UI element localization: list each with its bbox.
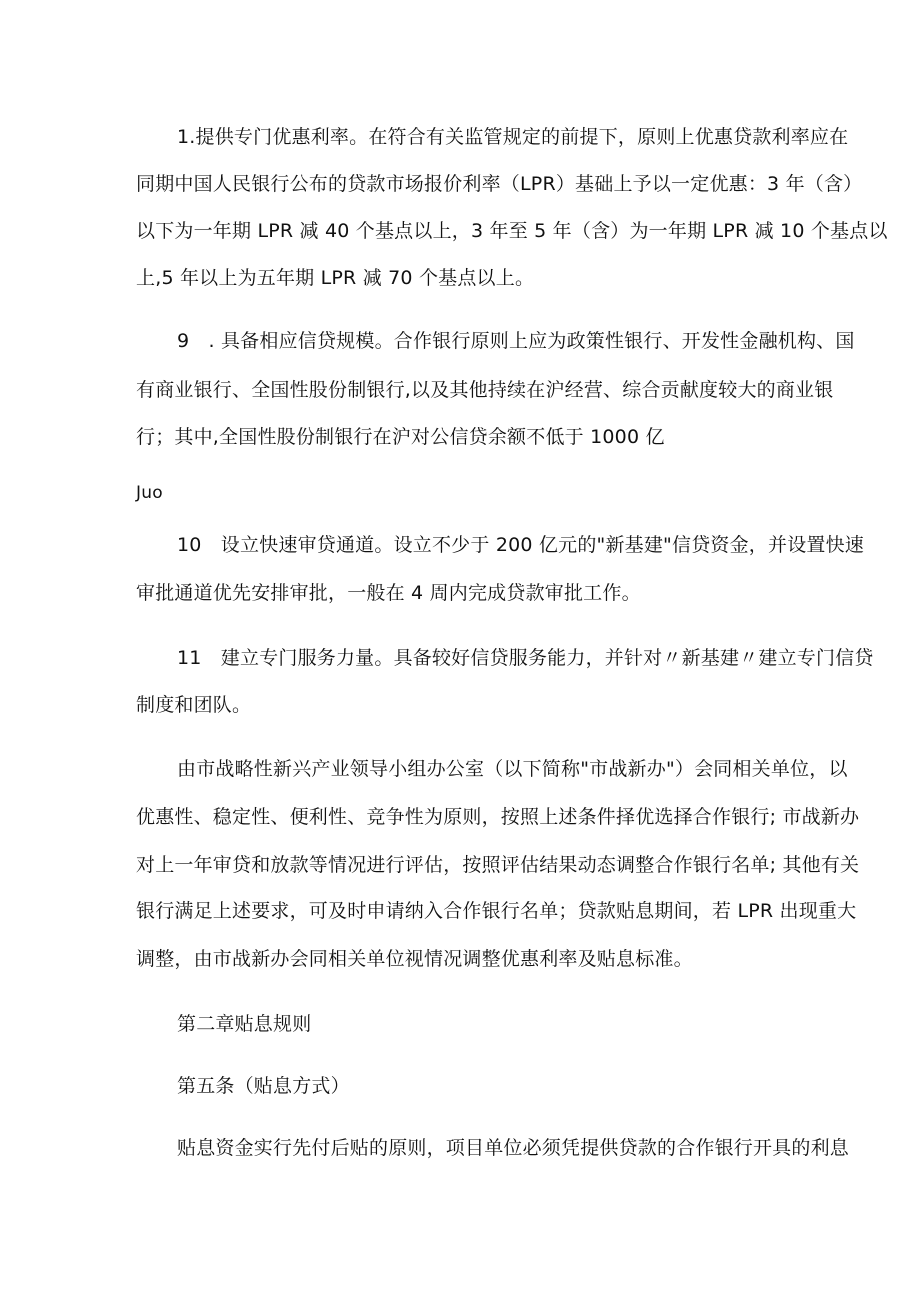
paragraph-2-line-4: Juo <box>136 483 163 503</box>
chapter-heading: 第二章贴息规则 <box>177 1013 312 1035</box>
paragraph-1-line-3: 以下为一年期 LPR 减 40 个基点以上，3 年至 5 年（含）为一年期 LPR 减 10 个基点以 <box>136 220 888 242</box>
paragraph-1-line-4: 上,5 年以上为五年期 LPR 减 70 个基点以上。 <box>136 267 535 289</box>
paragraph-3-line-1: 10 设立快速审贷通道。设立不少于 200 亿元的"新基建"信贷资金，并设置快速 <box>177 534 865 556</box>
paragraph-5-line-2: 优惠性、稳定性、便利性、竞争性为原则，按照上述条件择优选择合作银行; 市战新办 <box>136 806 860 828</box>
article-heading: 第五条（贴息方式） <box>177 1075 350 1097</box>
paragraph-4-line-1: 11 建立专门服务力量。具备较好信贷服务能力，并针对〃新基建〃建立专门信贷 <box>177 647 874 669</box>
paragraph-8-line-1: 贴息资金实行先付后贴的原则，项目单位必须凭提供贷款的合作银行开具的利息 <box>177 1137 850 1159</box>
paragraph-2-line-3: 行；其中,全国性股份制银行在沪对公信贷余额不低于 1000 亿 <box>136 426 665 448</box>
paragraph-1-line-1: 1.提供专门优惠利率。在符合有关监管规定的前提下，原则上优惠贷款利率应在 <box>177 126 849 148</box>
paragraph-4-line-2: 制度和团队。 <box>136 694 252 716</box>
paragraph-1-line-2: 同期中国人民银行公布的贷款市场报价利率（LPR）基础上予以一定优惠：3 年（含） <box>136 173 863 195</box>
paragraph-5-line-1: 由市战略性新兴产业领导小组办公室（以下简称"市战新办"）会同相关单位，以 <box>177 758 848 780</box>
paragraph-3-line-2: 审批通道优先安排审批，一般在 4 周内完成贷款审批工作。 <box>136 582 641 604</box>
paragraph-5-line-3: 对上一年审贷和放款等情况进行评估，按照评估结果动态调整合作银行名单; 其他有关 <box>136 854 860 876</box>
paragraph-2-line-2: 有商业银行、全国性股份制银行,以及其他持续在沪经营、综合贡献度较大的商业银 <box>136 379 834 401</box>
paragraph-5-line-4: 银行满足上述要求，可及时申请纳入合作银行名单；贷款贴息期间，若 LPR 出现重大 <box>136 900 857 922</box>
paragraph-5-line-5: 调整，由市战新办会同相关单位视情况调整优惠利率及贴息标准。 <box>136 948 693 970</box>
paragraph-2-line-1: 9 . 具备相应信贷规模。合作银行原则上应为政策性银行、开发性金融机构、国 <box>177 330 855 352</box>
